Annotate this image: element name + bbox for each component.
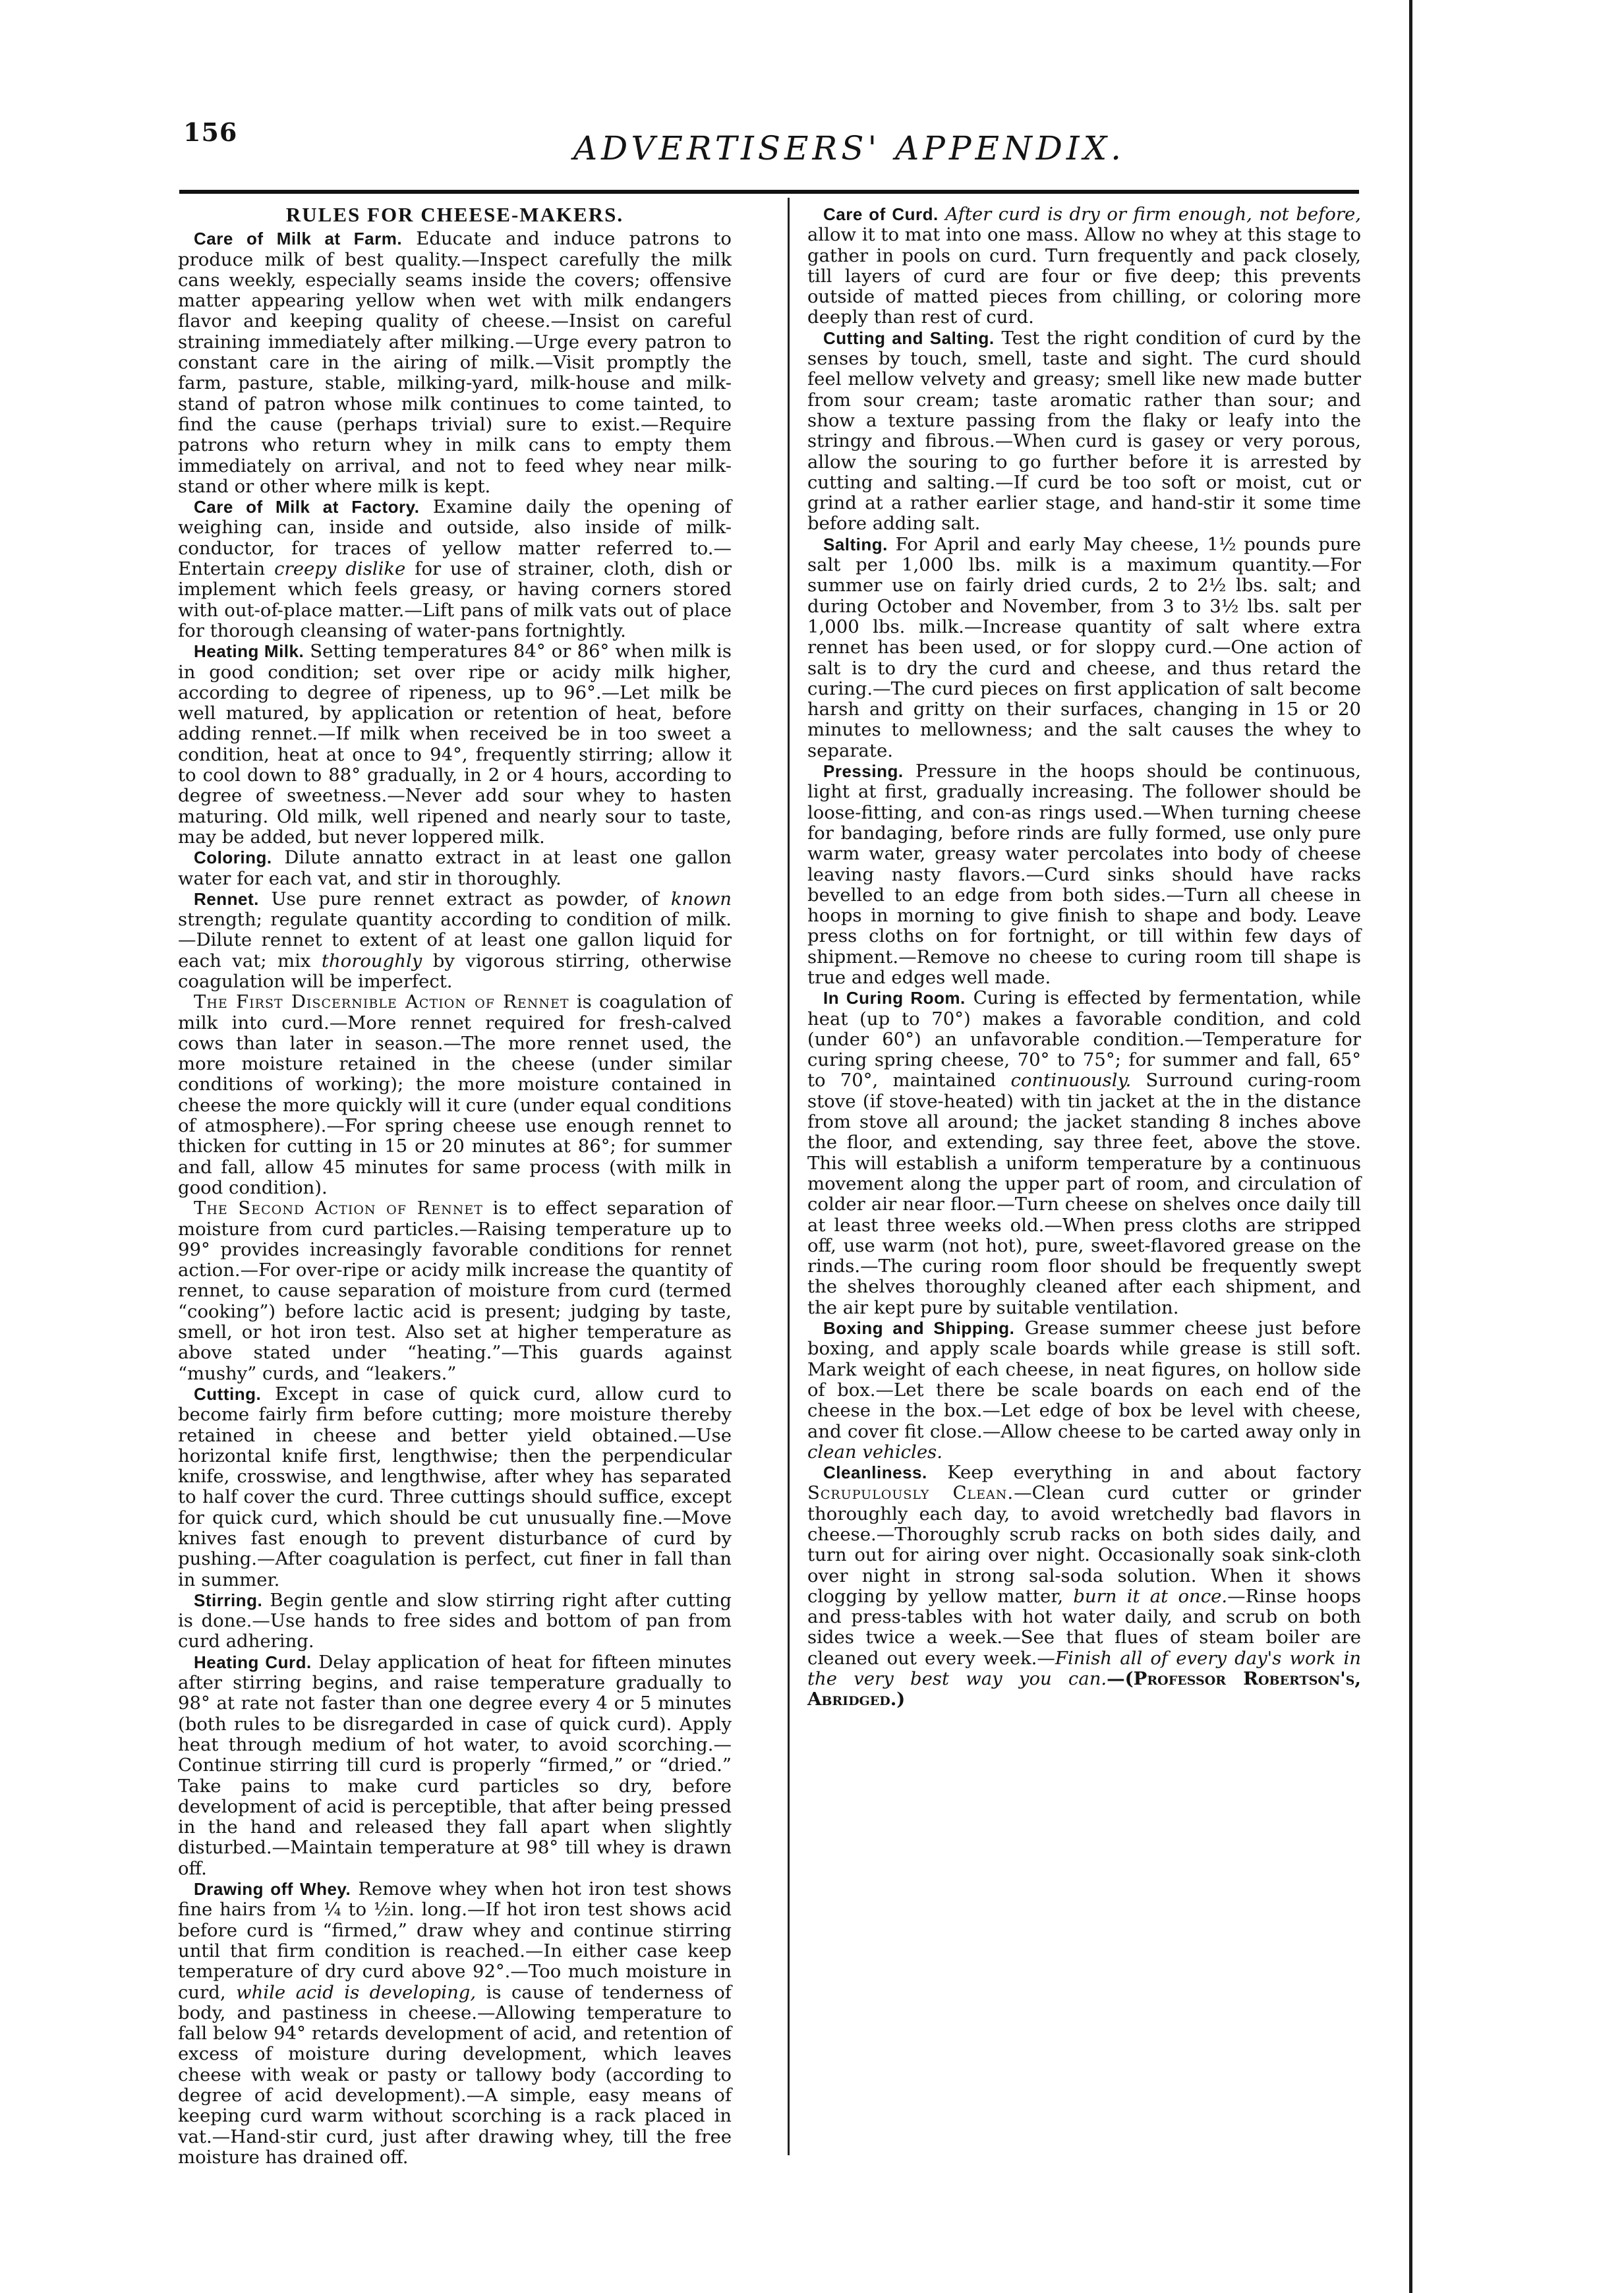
section-heading: Cleanliness. xyxy=(823,1463,927,1483)
right-column xyxy=(807,204,1361,2155)
section-emphasis: clean vehicles. xyxy=(807,1441,942,1463)
section-text: is cause of tenderness of body, and pastiness in cheese.—Allowing temperature to fall below 94° retards development of acid, and retention of excess of moisture during development, which leaves cheese with weak or pasty or tallowy body (according to degree of acid development).—A simple, easy means of keeping curd warm without scorching is a rack placed in vat.—Hand-stir curd, just after drawing whey, till the free moisture has drained off. xyxy=(178,1981,732,2168)
section-text: For April and early May cheese, 1½ pounds pure salt per 1,000 lbs. milk is a maximum quantity.—For summer use on fairly dried curds, 2 to 2½ lbs. salt; and during October and November, from 3 to 3½ lbs. salt per 1,000 lbs. milk.—Increase quantity of salt where extra rennet has been used, or for sloppy curd.—One action of salt is to dry the curd and cheese, and thus retard the curing.—The curd pieces on first application of salt become harsh and gritty on their surfaces, changing in 15 or 20 minutes to mellowness; and the salt causes the whey to separate. xyxy=(807,533,1361,761)
section-text: Examine daily the opening of weighing can, inside and outside, also inside of milk-conductor, for traces of yellow matter referred to.—Entertain xyxy=(178,496,732,580)
section-in-curing-room xyxy=(807,988,1361,1318)
section-text: strength; regulate quantity according to condition of milk.—Dilute rennet to extent of at least one gallon liquid for each vat; mix xyxy=(178,909,732,972)
section-heading: Cutting. xyxy=(194,1383,262,1404)
section-text: —Rinse hoops and press-tables with hot water daily, and scrub on both sides twice a week.—See that flues of steam boiler are cleaned out every week.— xyxy=(807,1585,1362,1669)
section-text: Pressure in the hoops should be continuous, light at first, gradually increasing. The follower should be loose-fitting, and con-as rings used.—When turning cheese for bandaging, before rinds are fully formed, use only pure warm water, greasy water percolates into body of cheese leaving nasty flavors.—Curd sinks should have racks bevelled to an edge from both sides.—Turn all cheese in hoops in morning to give finish to shape and body. Leave press cloths on for fortnight, or till within few days of shipment.—Remove no cheese to curing room till shape is true and edges well made. xyxy=(807,761,1361,988)
section-heading: In Curing Room. xyxy=(823,988,966,1008)
section-cleanliness xyxy=(807,1463,1361,1710)
section-text: Educate and induce patrons to produce milk of best quality.—Inspect carefully the milk cans weekly, especially seams inside the covers; offensive matter appearing yellow when wet with milk endangers flavor and keeping quality of cheese.—Insist on careful straining immediately after milking.—Urge every patron to constant care in the airing of milk.—Visit promptly the farm, pasture, stable, milking-yard, milk-house and milk-stand of patron whose milk continues to come tainted, to find the cause (perhaps trivial) sure to exist.—Require patrons who return whey in milk cans to empty them immediately on arrival, and not to feed whey near milk-stand or other where milk is kept. xyxy=(178,228,732,497)
section-emphasis: thoroughly xyxy=(321,950,422,972)
section-text: Setting temperatures 84° or 86° when milk is in good condition; set over ripe or acidy milk higher, according to degree of ripeness, up to 96°.—Let milk be well matured, by application or retention of heat, before adding rennet.—If milk when received be in too sweet a condition, heat at once to 94°, frequently stirring; allow it to cool down to 88° gradually, in 2 or 4 hours, according to degree of sweetness.—Never add sour whey to hasten maturing. Old milk, well ripened and nearly sour to taste, may be added, but never loppered milk. xyxy=(178,641,732,848)
section-text: by vigorous stirring, otherwise coagulation will be imperfect. xyxy=(178,950,732,992)
section-text: Curing is effected by fermentation, while heat (up to 70°) makes a favorable condition, and cold (under 60°) an unfavorable condition.—Temperature for curing spring cheese, 70° to 75°; for summer and fall, 65° to 70°, maintained xyxy=(807,987,1361,1091)
section-emphasis: burn it at once. xyxy=(1073,1585,1228,1607)
section-heading: Boxing and Shipping. xyxy=(823,1318,1015,1339)
section-heading: Care of Milk at Factory. xyxy=(194,497,420,517)
section-care-of-curd xyxy=(807,204,1361,328)
section-text: Test the right condition of curd by the senses by touch, smell, taste and sight. The curd should feel mellow velvety and greasy; smell like new made butter from sour cream; taste aromatic rather than sour; and show a texture passing from the flaky or leafy into the stringy and fibrous.—When curd is gasey or very porous, allow the souring to go further before it is arrested by cutting and salting.—If curd be too soft or moist, cut or grind at a rather earlier stage, and hand-stir it some time before adding salt. xyxy=(807,327,1362,535)
section-care-of-milk-at-factory xyxy=(178,497,732,641)
section-heading: The Second Action of Rennet xyxy=(194,1198,483,1219)
page-number: 156 xyxy=(183,117,238,147)
section-care-of-milk-at-farm xyxy=(178,229,732,497)
section-heading: Pressing. xyxy=(823,761,904,782)
section-cutting xyxy=(178,1384,732,1590)
section-heading: Rennet. xyxy=(194,888,259,909)
section-text: Delay application of heat for fifteen minutes after stirring begins, and raise temperature gradually to 98° at rate not faster than one degree every 4 or 5 minutes (both rules to be disregarded in case of quick curd). Apply heat through medium of hot water, to avoid scorching.—Continue stirring till curd is properly “firmed,” or “dried.” Take pains to make curd particles so dry, before development of acid is perceptible, that after being pressed in the hand and released they fall apart when slightly disturbed.—Maintain temperature at 98° till whey is drawn off. xyxy=(178,1651,732,1879)
section-heading: Cutting and Salting. xyxy=(823,328,995,348)
section-heading: Heating Curd. xyxy=(194,1652,312,1672)
column-divider xyxy=(788,198,790,2155)
section-heading: Care of Curd. xyxy=(823,204,939,224)
section-text: Use pure rennet extract as powder, of xyxy=(271,888,671,910)
section-stirring xyxy=(178,1590,732,1652)
section-rennet xyxy=(178,889,732,992)
section-heading: Drawing off Whey. xyxy=(194,1879,351,1900)
section-emphasis: After curd is dry or firm enough, not before, xyxy=(945,204,1362,225)
section-emphasis: Finish all of every day's work in the very best way you can. xyxy=(807,1647,1361,1690)
running-head: ADVERTISERS' APPENDIX. xyxy=(573,129,1126,167)
section-emphasis: known xyxy=(670,888,732,910)
header-rule xyxy=(179,190,1359,194)
section-text: Begin gentle and slow stirring right after cutting is done.—Use hands to free sides and bottom of pan from curd adhering. xyxy=(178,1589,732,1652)
section-text: is coagulation of milk into curd.—More rennet required for fresh-calved cows than later in season.—The more rennet used, the more moisture retained in the cheese (under similar conditions of working); the more moisture contained in cheese the more quickly will it cure (under equal conditions of atmosphere).—For spring cheese use enough rennet to thicken for cutting in 15 or 20 minutes at 86°; for summer and fall, allow 45 minutes for same process (with milk in good condition). xyxy=(178,991,732,1198)
section-first-action-of-rennet xyxy=(178,992,732,1198)
article-title: RULES FOR CHEESE-MAKERS. xyxy=(285,203,624,226)
section-heading: Stirring. xyxy=(194,1590,263,1610)
left-column xyxy=(178,203,732,2168)
section-second-action-of-rennet xyxy=(178,1198,732,1384)
section-heading: Care of Milk at Farm. xyxy=(194,229,403,249)
section-text: Except in case of quick curd, allow curd to become fairly firm before cutting; more moisture thereby retained in cheese and better yield obtained.—Use horizontal knife first, lengthwise; then the perpendicular knife, crosswise, and lengthwise, after whey has separated to half cover the curd. Three cuttings should suffice, except for quick curd, which should be cut unusually fine.—Move knives fast enough to prevent disturbance of curd by pushing.—After coagulation is perfect, cut finer in fall than in summer. xyxy=(178,1383,732,1590)
section-small-caps: Scrupulously Clean. xyxy=(807,1482,1014,1504)
attribution: —(Professor Robertson's, Abridged.) xyxy=(807,1668,1361,1710)
section-salting xyxy=(807,535,1361,761)
section-drawing-off-whey xyxy=(178,1879,732,2168)
section-text: Surround curing-room stove (if stove-heated) with tin jacket at the in the distance from stove all around; the jacket standing 8 inches above the floor, and extending, say three feet, above the stove. This will establish a uniform temperature by a continuous movement along the upper part of room, and circulation of colder air near floor.—Turn cheese on shelves once daily till at least three weeks old.—When press cloths are stripped off, use warm (not hot), pure, sweet-flavored grease on the rinds.—The curing room floor should be frequently swept the shelves thoroughly cleaned after each shipment, and the air kept pure by suitable ventilation. xyxy=(807,1070,1362,1318)
section-heading: The First Discernible Action of Rennet xyxy=(194,991,569,1013)
section-pressing xyxy=(807,761,1361,988)
section-heating-milk xyxy=(178,641,732,848)
section-text: for use of strainer, cloth, dish or implement which feels greasy, or having corners stored with out-of-place matter.—Lift pans of milk vats out of place for thorough cleansing of water-pans fortnightly. xyxy=(178,558,732,641)
section-coloring xyxy=(178,848,732,889)
section-heading: Salting. xyxy=(823,534,888,554)
section-text: —Clean curd cutter or grinder thoroughly each day, to avoid wretchedly bad flavors in cheese.—Thoroughly scrub racks on both sides daily, and turn out for airing over night. Occasionally soak sink-cloth over night in strong sal-soda solution. When it shows clogging by yellow matter, xyxy=(807,1482,1361,1607)
section-heading: Heating Milk. xyxy=(194,641,304,662)
section-emphasis: creepy dislike xyxy=(274,558,406,580)
section-heating-curd xyxy=(178,1652,732,1879)
section-text: Keep everything in and about factory xyxy=(947,1462,1361,1484)
section-text: allow it to mat into one mass. Allow no whey at this stage to gather in pools on curd. Turn frequently and pack closely, till layers of curd are four or five deep; this prevents outside of matted pieces from chilling, or coloring more deeply than rest of curd. xyxy=(807,224,1361,328)
section-text: Remove whey when hot iron test shows fine hairs from ¼ to ½in. long.—If hot iron test shows acid before curd is “firmed,” draw whey and continue stirring until that firm condition is reached.—In either case keep temperature of dry curd above 92°.—Too much moisture in curd, xyxy=(178,1878,732,2003)
section-emphasis: while acid is developing, xyxy=(236,1981,477,2003)
section-text: Dilute annatto extract in at least one gallon water for each vat, and stir in thoroughly. xyxy=(178,847,732,889)
section-text: is to effect separation of moisture from curd particles.—Raising temperature up to 99° provides increasingly favorable conditions for rennet action.—For over-ripe or acidy milk increase the quantity of rennet, to cause separation of moisture from curd (termed “cooking”) before lactic acid is present; judging by taste, smell, or hot iron test. Also set at higher temperature as above stated under “heating.”—This guards against “mushy” curds, and “leakers.” xyxy=(178,1198,732,1384)
section-heading: Coloring. xyxy=(194,848,272,868)
section-cutting-and-salting xyxy=(807,328,1361,535)
section-text: Grease summer cheese just before boxing, and apply scale boards while grease is still soft. Mark weight of each cheese, in neat figures, on hollow side of box.—Let there be scale boards on each end of the cheese in the box.—Let edge of box be level with cheese, and cover fit close.—Allow cheese to be carted away only in xyxy=(807,1318,1361,1442)
section-boxing-and-shipping xyxy=(807,1318,1361,1463)
binding-edge xyxy=(1409,0,1412,2293)
section-emphasis: continuously. xyxy=(1010,1070,1132,1091)
